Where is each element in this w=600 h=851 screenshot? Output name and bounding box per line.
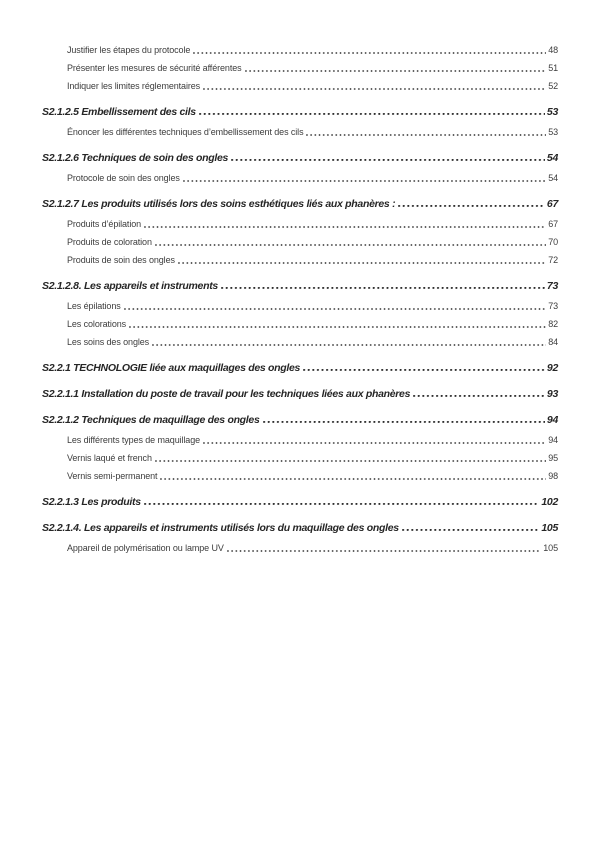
toc-entry-label: Protocole de soin des ongles <box>67 173 180 183</box>
dot-leader <box>203 429 546 444</box>
toc-entry-page-number: 54 <box>548 173 558 183</box>
toc-entry-page-number: 98 <box>548 471 558 481</box>
toc-entry <box>42 447 558 465</box>
dot-leader <box>178 249 546 264</box>
toc-entry-label: S2.1.2.8. Les appareils et instruments <box>42 280 218 292</box>
toc-entry <box>42 167 558 185</box>
toc-entry-label: Les colorations <box>67 319 127 329</box>
dot-leader <box>227 537 541 552</box>
toc-section-heading <box>42 193 558 211</box>
toc-entry-page-number: 94 <box>546 414 558 426</box>
toc-entry-label: S2.2.1 TECHNOLOGIE liée aux maquillages des ongles <box>42 362 301 374</box>
toc-entry-page-number: 73 <box>546 280 558 292</box>
toc-entry-page-number: 92 <box>546 362 558 374</box>
toc-entry-label: S2.2.1.1 Installation du poste de travail pour les techniques liées aux phanères <box>42 388 411 400</box>
dot-leader <box>263 409 545 424</box>
toc-entry <box>42 313 558 331</box>
toc-entry <box>42 429 558 447</box>
toc-section-heading <box>42 147 558 165</box>
toc-section-heading <box>42 517 558 535</box>
toc-entry <box>42 121 558 139</box>
dot-leader <box>199 101 545 116</box>
dot-leader <box>413 383 545 398</box>
toc-entry-page-number: 102 <box>541 496 558 508</box>
toc-entry-page-number: 72 <box>548 255 558 265</box>
toc-section-heading <box>42 101 558 119</box>
toc-entry-label: S2.1.2.7 Les produits utilisés lors des soins esthétiques liés aux phanères : <box>42 198 396 210</box>
toc-entry-page-number: 93 <box>546 388 558 400</box>
toc-entry-page-number: 53 <box>546 106 558 118</box>
toc-entry-page-number: 73 <box>548 301 558 311</box>
toc-entry-label: Justifier les étapes du protocole <box>67 45 191 55</box>
toc-entry <box>42 331 558 349</box>
table-of-contents <box>42 39 558 555</box>
toc-entry-page-number: 67 <box>546 198 558 210</box>
toc-entry-label: S2.2.1.4. Les appareils et instruments utilisés lors du maquillage des ongles <box>42 522 399 534</box>
toc-entry-page-number: 84 <box>548 337 558 347</box>
dot-leader <box>306 121 546 136</box>
toc-section-heading <box>42 409 558 427</box>
dot-leader <box>402 517 540 532</box>
toc-entry-label: Les différents types de maquillage <box>67 435 201 445</box>
dot-leader <box>231 147 545 162</box>
dot-leader <box>144 213 546 228</box>
toc-entry-label: Présenter les mesures de sécurité afférentes <box>67 63 242 73</box>
dot-leader <box>124 295 547 310</box>
toc-section-heading <box>42 275 558 293</box>
toc-entry-page-number: 48 <box>548 45 558 55</box>
toc-entry-page-number: 95 <box>548 453 558 463</box>
toc-entry <box>42 39 558 57</box>
toc-entry-page-number: 70 <box>548 237 558 247</box>
toc-entry <box>42 295 558 313</box>
toc-entry-page-number: 105 <box>543 543 558 553</box>
toc-entry <box>42 75 558 93</box>
toc-entry-page-number: 94 <box>548 435 558 445</box>
toc-entry-label: S2.2.1.2 Techniques de maquillage des ongles <box>42 414 260 426</box>
toc-entry-page-number: 51 <box>548 63 558 73</box>
dot-leader <box>152 331 546 346</box>
toc-entry-label: S2.1.2.5 Embellissement des cils <box>42 106 196 118</box>
toc-entry-label: Les épilations <box>67 301 121 311</box>
toc-entry <box>42 57 558 75</box>
toc-entry <box>42 231 558 249</box>
toc-entry-page-number: 52 <box>548 81 558 91</box>
toc-entry <box>42 213 558 231</box>
toc-entry-label: Vernis semi-permanent <box>67 471 158 481</box>
toc-section-heading <box>42 357 558 375</box>
dot-leader <box>155 231 546 246</box>
toc-entry-page-number: 105 <box>541 522 558 534</box>
toc-entry-label: Énoncer les différentes techniques d’embellissement des cils <box>67 127 304 137</box>
toc-entry-label: Appareil de polymérisation ou lampe UV <box>67 543 224 553</box>
dot-leader <box>221 275 545 290</box>
dot-leader <box>129 313 546 328</box>
toc-entry-label: Produits de soin des ongles <box>67 255 175 265</box>
dot-leader <box>303 357 545 372</box>
toc-entry-page-number: 82 <box>548 319 558 329</box>
dot-leader <box>398 193 545 208</box>
toc-section-heading <box>42 491 558 509</box>
toc-entry-label: Vernis laqué et french <box>67 453 152 463</box>
toc-entry-label: S2.2.1.3 Les produits <box>42 496 141 508</box>
dot-leader <box>193 39 546 54</box>
toc-entry-label: Produits d’épilation <box>67 219 142 229</box>
toc-entry-label: S2.1.2.6 Techniques de soin des ongles <box>42 152 229 164</box>
toc-entry-label: Produits de coloration <box>67 237 152 247</box>
toc-entry <box>42 465 558 483</box>
toc-entry-page-number: 53 <box>548 127 558 137</box>
toc-entry-page-number: 67 <box>548 219 558 229</box>
dot-leader <box>155 447 546 462</box>
dot-leader <box>144 491 540 506</box>
dot-leader <box>183 167 546 182</box>
dot-leader <box>203 75 546 90</box>
toc-entry <box>42 249 558 267</box>
dot-leader <box>245 57 547 72</box>
toc-entry-page-number: 54 <box>546 152 558 164</box>
toc-section-heading <box>42 383 558 401</box>
toc-entry-label: Indiquer les limites réglementaires <box>67 81 201 91</box>
dot-leader <box>160 465 546 480</box>
toc-entry-label: Les soins des ongles <box>67 337 150 347</box>
toc-entry <box>42 537 558 555</box>
